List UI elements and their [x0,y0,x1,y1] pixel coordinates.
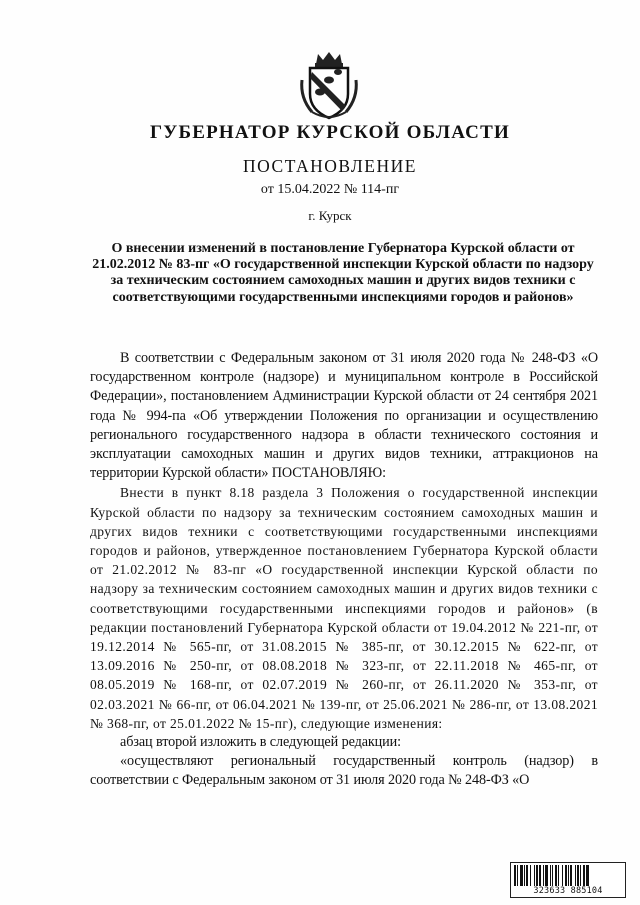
barcode-bar [575,865,576,887]
barcode-bar [545,865,548,887]
barcode-bar [550,865,551,887]
body-paragraph: «осуществляют региональный государственный контроль (надзор) в соответствии с Федеральным законом от 31 июля 2020 года № 248-ФЗ «О [90,753,598,789]
barcode-bar [583,865,585,887]
barcode-bar [526,865,528,887]
barcode-number: 323633 885104 [511,886,625,896]
barcode-bar [517,865,518,887]
body-paragraph: абзац второй изложить в следующей редакции: [120,734,402,751]
kursk-coat-of-arms-icon [298,50,360,120]
document-title: О внесении изменений в постановление Губернатора Курской области от 21.02.2012 № 83-пг «О государственной инспекции Курской области по надзору за техническим состоянием самоходных машин и других видов техники с соответствующими государственными инспекциями городов и районов» [92,241,594,305]
barcode-bar [536,865,538,887]
barcode-bar [565,865,567,887]
barcode-bar [555,865,557,887]
barcode-bar [568,865,569,887]
barcode-bar [558,865,559,887]
body-paragraph: Внести в пункт 8.18 раздела 3 Положения о государственной инспекции Курской области по надзору за техническим состоянием самоходных машин и других видов техники с соответствующими государственными инспекциями городов и районов, утвержденное постановлением Губернатора Курской области от 21.02.2012 № 83-пг «О государственной инспекции Курской области по надзору за техническим состоянием самоходных машин и других видов техники с соответствующими государственными инспекциями городов и районов» (в редакции постановлений Губернатора Курской области от 19.04.2012 № 221-пг, от 19.12.2014 № 565-пг, от 31.08.2015 № 385-пг, от 30.12.2015 № 622-пг, от 13.09.2016 № 250-пг, от 08.08.2018 № 323-пг, от 22.11.2018 № 465-пг, от 08.05.2019 № 168-пг, от 02.07.2019 № 260-пг, от 26.11.2020 № 353-пг, от 02.03.2021 № 66-пг, от 06.04.2021 № 139-пг, от 25.06.2021 № 286-пг, от 13.08.2021 № 368-пг, от 25.01.2022 № 15-пг), следующие изменения: [90,485,598,731]
barcode-bar [580,865,581,887]
barcode-bar [520,865,523,887]
barcode-bar [514,865,516,887]
document-date-number: от 15.04.2022 № 114-пг [260,182,400,197]
document-body [90,349,598,791]
barcode-bar [586,865,589,887]
barcode-icon [510,862,626,898]
barcode-bar [543,865,544,887]
barcode-bar [577,865,579,887]
issuing-authority: ГУБЕРНАТОР КУРСКОЙ ОБЛАСТИ [150,122,510,143]
barcode-bar [570,865,572,887]
barcode-bar [562,865,563,887]
body-paragraph: В соответствии с Федеральным законом от 31 июля 2020 года № 248-ФЗ «О государственном контроле (надзоре) и муниципальном контроле в Российской Федерации», постановлением Администрации Курской области от 24 сентября 2021 года № 994-па «Об утверждении Положения по организации и осуществлению регионального государственного надзора в области технического состояния и эксплуатации самоходных машин и других видов техники, аттракционов на территории Курской области» ПОСТАНОВЛЯЮ: [90,350,598,482]
barcode-bar [552,865,553,887]
barcode-bar [534,865,535,887]
document-city: г. Курск [308,208,352,223]
document-type: ПОСТАНОВЛЕНИЕ [243,156,417,176]
barcode-bar [524,865,525,887]
barcode-bar [530,865,531,887]
barcode-bar [539,865,541,887]
